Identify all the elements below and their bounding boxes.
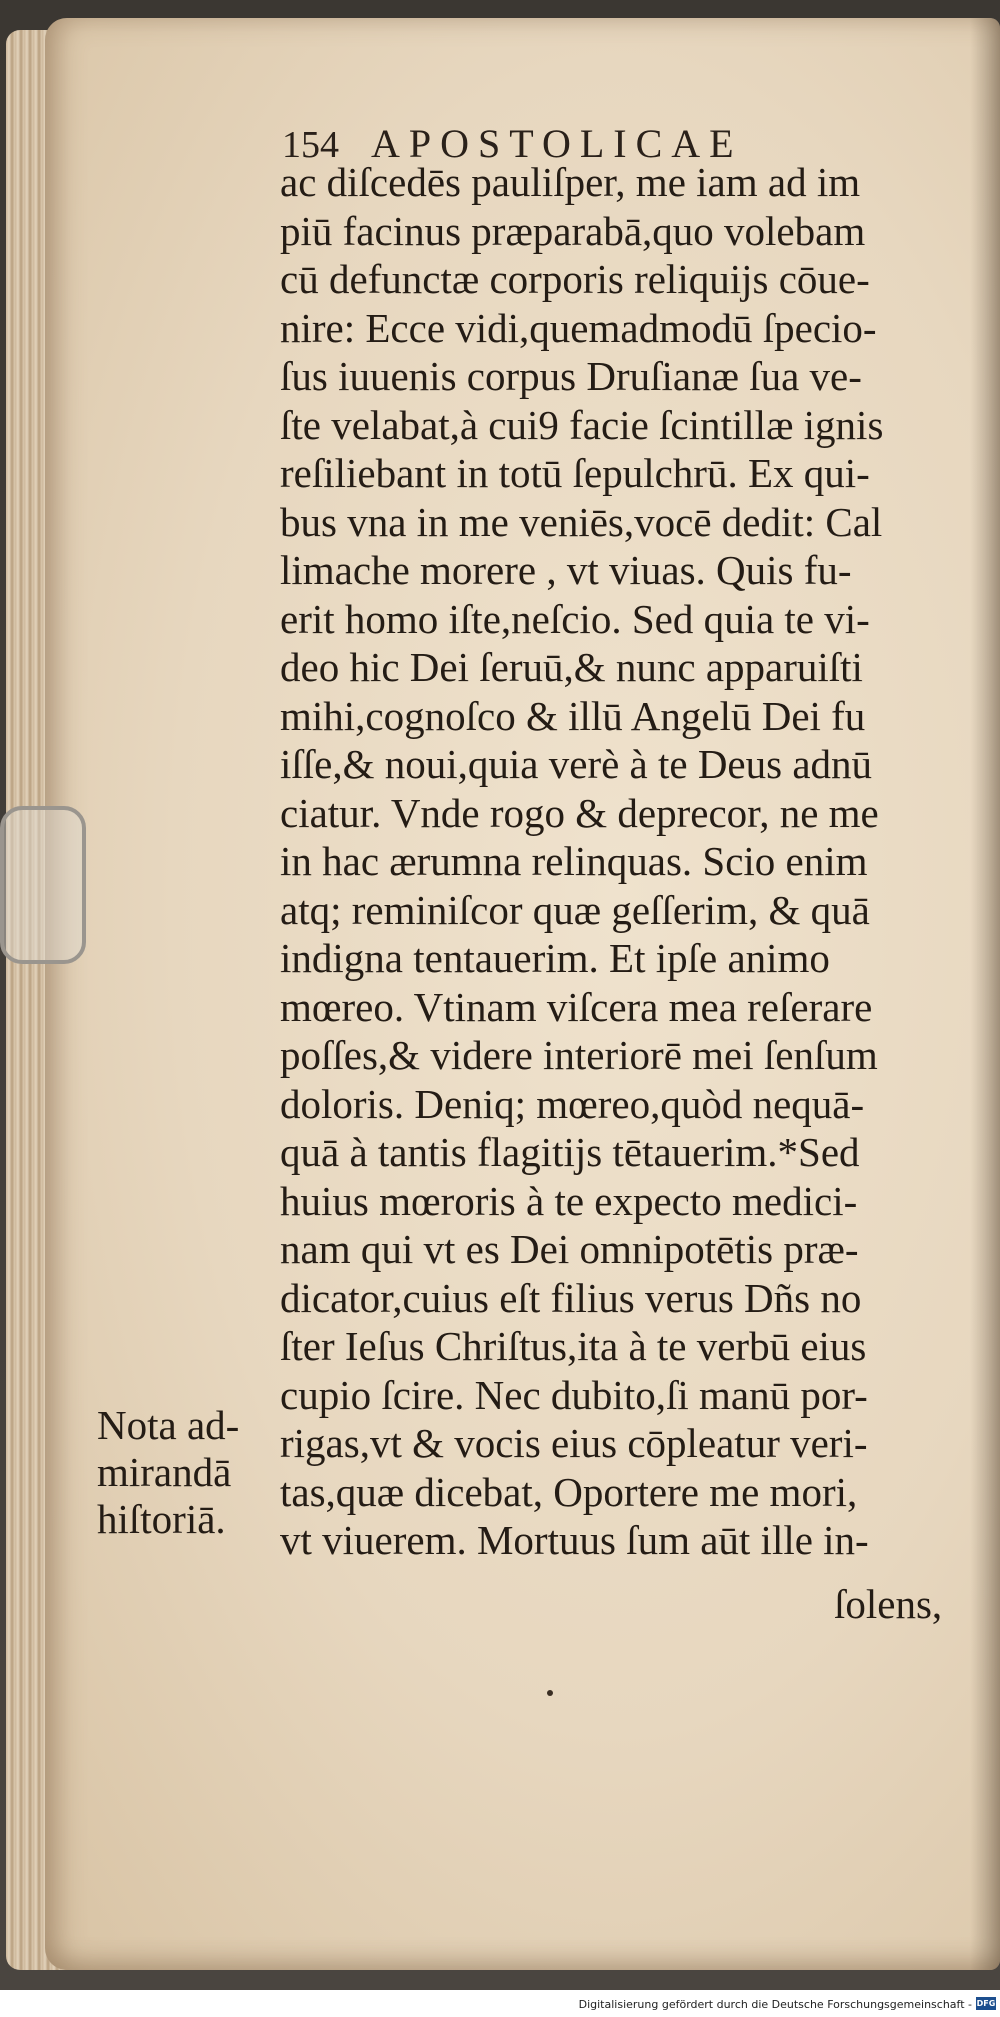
text-line: ſter Ieſus Chriſtus,ita à te verbū eius bbox=[280, 1323, 867, 1369]
text-line: vt viuerem. Mortuus ſum aūt ille in- bbox=[280, 1517, 869, 1563]
marginal-note-line: Nota ad- bbox=[97, 1402, 240, 1448]
text-line: dicator,cuius eſt filius verus Dñs no bbox=[280, 1274, 862, 1321]
book-clasp bbox=[0, 806, 86, 964]
text-line: atq; reminiſcor quæ geſſerim, & quā bbox=[280, 886, 870, 933]
footer-bar bbox=[0, 1990, 1000, 2017]
text-line: ſus iuuenis corpus Druſianæ ſua ve- bbox=[280, 353, 862, 399]
text-line: cupio ſcire. Nec dubito,ſi manū por- bbox=[280, 1371, 868, 1418]
text-line: poſſes,& videre interiorē mei ſenſum bbox=[280, 1032, 878, 1078]
text-line: piū facinus præparabā,quo volebam bbox=[280, 207, 866, 254]
text-line: iſſe,& noui,quia verè à te Deus adnū bbox=[280, 741, 873, 787]
text-line: doloris. Deniq; mœreo,quòd nequā- bbox=[280, 1080, 865, 1127]
text-line: erit homo iſte,neſcio. Sed quia te vi- bbox=[280, 595, 870, 642]
text-line: huius mœroris à te expecto medici- bbox=[280, 1177, 858, 1224]
text-line: ciatur. Vnde rogo & deprecor, ne me bbox=[280, 789, 879, 836]
text-line: mœreo. Vtinam viſcera mea reſerare bbox=[280, 983, 873, 1030]
text-line: rigas,vt & vocis eius cōpleatur veri- bbox=[280, 1420, 868, 1466]
main-text bbox=[280, 158, 883, 1565]
ink-speck bbox=[547, 1690, 553, 1696]
running-title: APOSTOLICAE bbox=[371, 121, 743, 166]
text-line: ac diſcedēs pauliſper, me iam ad im bbox=[280, 159, 861, 205]
text-line: cū defunctæ corporis reliquijs cōue- bbox=[280, 256, 870, 302]
text-line: nam qui vt es Dei omnipotētis præ- bbox=[280, 1226, 859, 1272]
catchword: ſolens, bbox=[834, 1581, 943, 1627]
page-shadow bbox=[970, 18, 1000, 1970]
text-line: mihi,cognoſco & illū Angelū Dei fu bbox=[280, 692, 866, 739]
text-line: quā à tantis flagitijs tētauerim.*Sed bbox=[280, 1129, 860, 1175]
text-line: indigna tentauerim. Et ipſe animo bbox=[280, 935, 830, 981]
marginal-note-line: mirandā bbox=[97, 1449, 232, 1495]
marginal-note bbox=[97, 1402, 239, 1543]
dfg-logo: DFG bbox=[976, 1999, 996, 2008]
text-line: ſte velabat,à cui9 facie ſcintillæ ignis bbox=[280, 401, 884, 448]
text-line: nire: Ecce vidi,quemadmodū ſpecio- bbox=[280, 304, 877, 351]
text-line: deo hic Dei ſeruū,& nunc apparuiſti bbox=[280, 644, 863, 690]
text-line: tas,quæ dicebat, Oportere me mori, bbox=[280, 1468, 858, 1515]
text-line: limache morere , vt viuas. Quis fu- bbox=[280, 547, 852, 593]
text-line: in hac ærumna relinquas. Scio enim bbox=[280, 838, 868, 884]
text-line: reſiliebant in totū ſepulchrū. Ex qui- bbox=[280, 450, 870, 496]
marginal-note-line: hiſtoriā. bbox=[97, 1496, 226, 1542]
text-line: bus vna in me veniēs,vocē dedit: Cal bbox=[280, 498, 883, 545]
page-number: 154 bbox=[282, 124, 339, 166]
digitization-credit: Digitalisierung gefördert durch die Deutsche Forschungsgemeinschaft - bbox=[578, 1998, 972, 2011]
